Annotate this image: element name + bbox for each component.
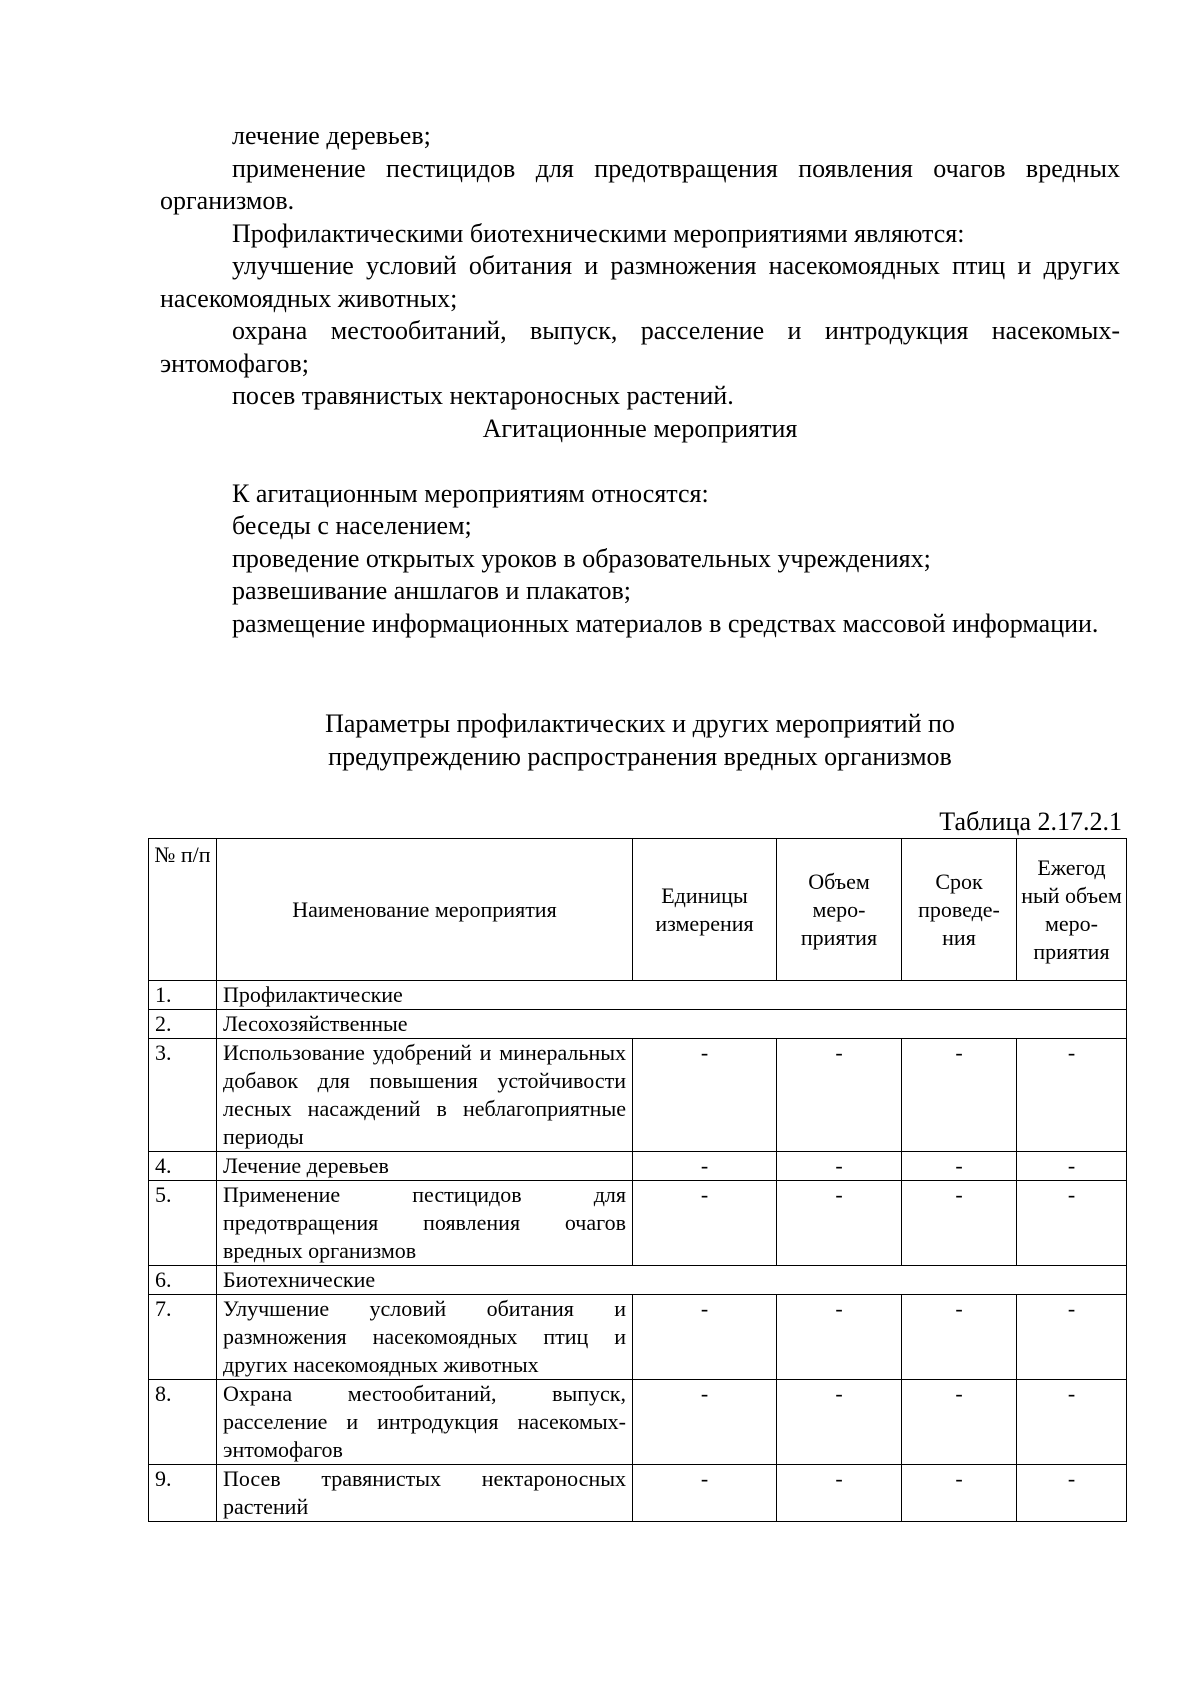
row-volume: - (777, 1181, 902, 1266)
row-volume: - (777, 1152, 902, 1181)
row-units: - (633, 1039, 777, 1152)
body-text (160, 120, 1120, 640)
row-num: 3. (149, 1039, 217, 1152)
row-volume: - (777, 1465, 902, 1522)
row-name: Лесохозяйственные (217, 1010, 1127, 1039)
paragraph: размещение информационных материалов в средствах массовой информации. (232, 608, 1099, 638)
paragraph: улучшение условий обитания и размножения насекомоядных птиц и других насекомоядных животных; (160, 251, 1120, 313)
header-num: № п/п (149, 839, 217, 981)
paragraph: применение пестицидов для предотвращения появления очагов вредных организмов. (160, 153, 1120, 215)
row-units: - (633, 1181, 777, 1266)
row-annual: - (1017, 1380, 1127, 1465)
row-name: Профилактические (217, 981, 1127, 1010)
row-annual: - (1017, 1039, 1127, 1152)
paragraph: К агитационным мероприятиям относятся: (232, 478, 709, 508)
row-annual: - (1017, 1152, 1127, 1181)
paragraph: охрана местообитаний, выпуск, расселение и интродукция насекомых-энтомофагов; (160, 316, 1120, 378)
header-units: Единицы измерения (633, 839, 777, 981)
table-row (149, 1380, 1127, 1465)
row-name: Биотехнические (217, 1266, 1127, 1295)
table-row (149, 1465, 1127, 1522)
row-term: - (902, 1181, 1017, 1266)
row-term: - (902, 1295, 1017, 1380)
table-row (149, 1039, 1127, 1152)
row-volume: - (777, 1380, 902, 1465)
table-title-line: Параметры профилактических и других мероприятий по (325, 709, 955, 738)
row-name: Использование удобрений и минеральных добавок для повышения устойчивости лесных насаждений в неблагоприятные периоды (217, 1039, 633, 1152)
table-row (149, 1181, 1127, 1266)
table-header-row (149, 839, 1127, 981)
row-term: - (902, 1465, 1017, 1522)
paragraph: развешивание аншлагов и плакатов; (232, 576, 632, 605)
row-term: - (902, 1152, 1017, 1181)
paragraph: проведение открытых уроков в образовательных учреждениях; (232, 543, 931, 573)
blank-line (160, 445, 1120, 478)
row-num: 1. (149, 981, 217, 1010)
row-num: 6. (149, 1266, 217, 1295)
row-annual: - (1017, 1465, 1127, 1522)
row-term: - (902, 1039, 1017, 1152)
table-row (149, 1010, 1127, 1039)
paragraph: беседы с населением; (232, 511, 472, 540)
row-name: Улучшение условий обитания и размножения насекомоядных птиц и других насекомоядных животных (217, 1295, 633, 1380)
row-name: Применение пестицидов для предотвращения появления очагов вредных организмов (217, 1181, 633, 1266)
section-heading: Агитационные мероприятия (482, 413, 798, 443)
table-caption: Таблица 2.17.2.1 (939, 807, 1122, 836)
row-volume: - (777, 1039, 902, 1152)
row-num: 8. (149, 1380, 217, 1465)
row-num: 5. (149, 1181, 217, 1266)
row-annual: - (1017, 1181, 1127, 1266)
table-row (149, 981, 1127, 1010)
row-num: 4. (149, 1152, 217, 1181)
row-units: - (633, 1465, 777, 1522)
table-row (149, 1152, 1127, 1181)
table-title (160, 708, 1120, 773)
row-num: 2. (149, 1010, 217, 1039)
header-term: Срок проведе-ния (902, 839, 1017, 981)
row-annual: - (1017, 1295, 1127, 1380)
row-name: Охрана местообитаний, выпуск, расселение и интродукция насекомых-энтомофагов (217, 1380, 633, 1465)
row-units: - (633, 1380, 777, 1465)
measures-table (148, 838, 1127, 1522)
paragraph: посев травянистых нектароносных растений. (232, 381, 734, 410)
header-annual: Ежегод ный объем меро-приятия (1017, 839, 1127, 981)
row-num: 7. (149, 1295, 217, 1380)
row-num: 9. (149, 1465, 217, 1522)
row-term: - (902, 1380, 1017, 1465)
table-title-line: предупреждению распространения вредных организмов (328, 741, 952, 771)
table-row (149, 1295, 1127, 1380)
header-volume: Объем меро-приятия (777, 839, 902, 981)
row-units: - (633, 1295, 777, 1380)
row-volume: - (777, 1295, 902, 1380)
header-name: Наименование мероприятия (217, 839, 633, 981)
table-row (149, 1266, 1127, 1295)
paragraph: Профилактическими биотехническими мероприятиями являются: (232, 218, 965, 248)
paragraph: лечение деревьев; (232, 121, 431, 150)
row-name: Посев травянистых нектароносных растений (217, 1465, 633, 1522)
row-units: - (633, 1152, 777, 1181)
row-name: Лечение деревьев (217, 1152, 633, 1181)
